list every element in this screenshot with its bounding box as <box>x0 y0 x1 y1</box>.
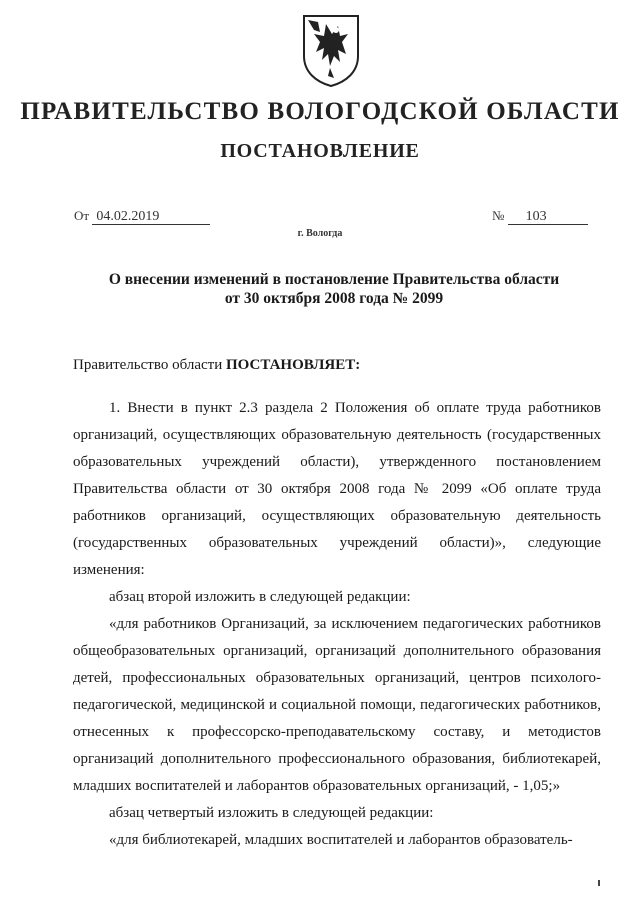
document-body <box>73 395 601 854</box>
paragraph-1: 1. Внести в пункт 2.3 раздела 2 Положения об оплате труда работников организаций, осуществляющих образовательную деятельность (государственных образовательных учреждений области), утвержденного постановлением Правительства области от 30 октября 2008 года № 2099 «Об оплате труда работников организаций, осуществляющих образовательную деятельность (государственных образовательных учреждений области)», следующие изменения: <box>73 400 601 578</box>
number-prefix: № <box>492 208 505 223</box>
date-field <box>74 208 210 225</box>
preamble-emphasis: ПОСТАНОВЛЯЕТ: <box>225 357 361 373</box>
subject-line-1: О внесении изменений в постановление Правительства области <box>108 271 560 288</box>
paragraph-5: «для библиотекарей, младших воспитателей и лаборантов образователь- <box>109 832 573 848</box>
government-title: ПРАВИТЕЛЬСТВО ВОЛОГОДСКОЙ ОБЛАСТИ <box>20 98 620 125</box>
number-value: 103 <box>508 209 588 225</box>
preamble <box>73 357 360 374</box>
document-type: ПОСТАНОВЛЕНИЕ <box>220 140 420 162</box>
date-value: 04.02.2019 <box>92 209 210 225</box>
coat-of-arms-icon <box>300 12 362 88</box>
number-field <box>492 208 588 225</box>
date-prefix: От <box>74 208 90 223</box>
subject-line-2: от 30 октября 2008 года № 2099 <box>224 290 444 307</box>
scan-mark <box>598 880 600 886</box>
city-label: г. Вологда <box>297 228 343 239</box>
paragraph-2: абзац второй изложить в следующей редакции: <box>109 589 411 605</box>
preamble-text: Правительство области <box>73 357 226 373</box>
paragraph-3: «для работников Организаций, за исключением педагогических работников общеобразовательных организаций, организаций дополнительного образования детей, профессиональных образовательных организаций, центров психолого-педагогической, медицинской и социальной помощи, педагогических работников, отнесенных к профессорско-преподавательскому составу, и методистов организаций дополнительного профессионального образования, библиотекарей, младших воспитателей и лаборантов образовательных организаций, - 1,05;» <box>73 616 601 794</box>
document-subject <box>0 270 640 308</box>
paragraph-4: абзац четвертый изложить в следующей редакции: <box>109 805 434 821</box>
